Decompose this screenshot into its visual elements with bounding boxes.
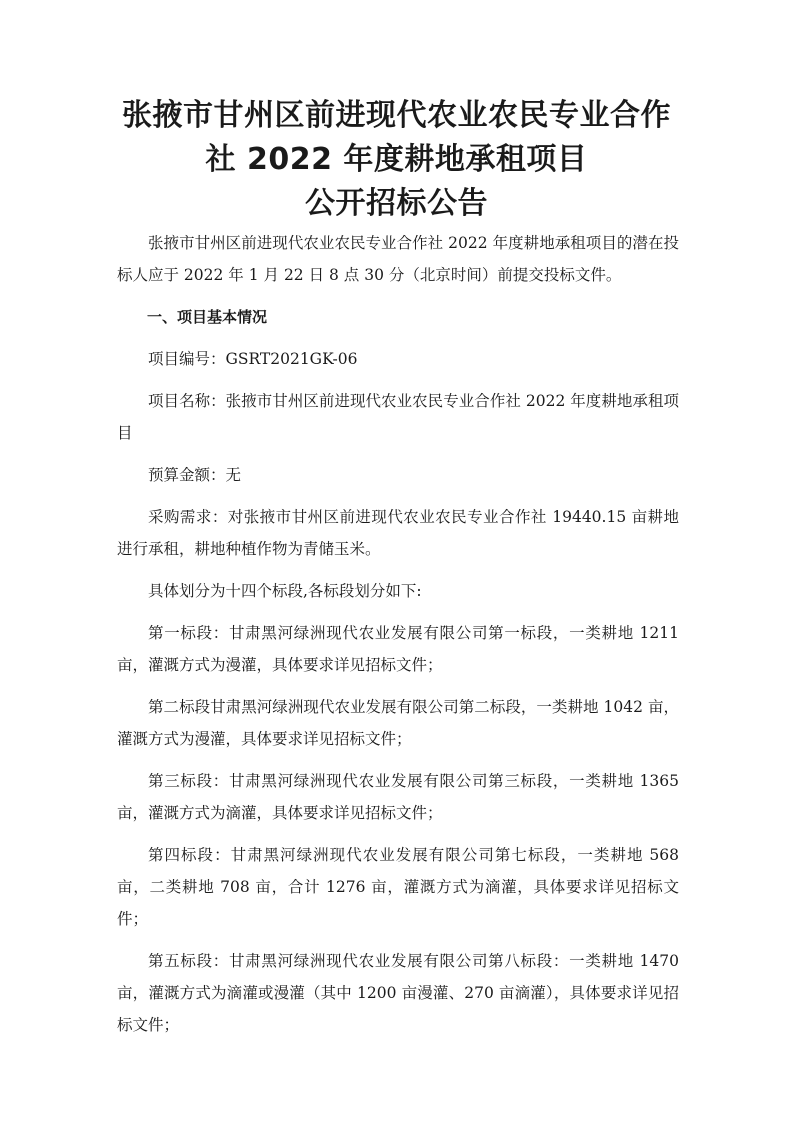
document-title bbox=[110, 94, 683, 226]
project-number: 项目编号：GSRT2021GK-06 bbox=[148, 350, 358, 368]
section-heading: 一、项目基本情况 bbox=[147, 308, 268, 326]
lot-division-intro: 具体划分为十四个标段,各标段划分如下: bbox=[148, 582, 422, 600]
lot-item-4: 第四标段：甘肃黑河绿洲现代农业发展有限公司第七标段，一类耕地 568 亩，二类耕地 708 亩，合计 1276 亩，灌溉方式为滴灌，具体要求详见招标文件； bbox=[117, 846, 679, 928]
title-line-3: 公开招标公告 bbox=[305, 186, 488, 221]
document-body bbox=[117, 227, 679, 1051]
intro-paragraph: 张掖市甘州区前进现代农业农民专业合作社 2022 年度耕地承租项目的潜在投标人应于 2022 年 1 月 22 日 8 点 30 分（北京时间）前提交投标文件。 bbox=[117, 234, 679, 284]
lot-item-5: 第五标段：甘肃黑河绿洲现代农业发展有限公司第八标段：一类耕地 1470 亩，灌溉方式为滴灌或漫灌（其中 1200 亩漫灌、270 亩滴灌），具体要求详见招标文件； bbox=[117, 952, 679, 1034]
project-name: 项目名称：张掖市甘州区前进现代农业农民专业合作社 2022 年度耕地承租项目 bbox=[117, 392, 679, 442]
budget-amount: 预算金额：无 bbox=[148, 466, 242, 484]
title-line-1: 张掖市甘州区前进现代农业农民专业合作 bbox=[122, 98, 671, 133]
lot-item-2: 第二标段甘肃黑河绿洲现代农业发展有限公司第二标段，一类耕地 1042 亩，灌溉方式为漫灌，具体要求详见招标文件； bbox=[117, 698, 679, 748]
title-line-2: 社 2022 年度耕地承租项目 bbox=[205, 142, 588, 177]
lot-item-1: 第一标段：甘肃黑河绿洲现代农业发展有限公司第一标段，一类耕地 1211 亩，灌溉方式为漫灌，具体要求详见招标文件； bbox=[117, 624, 679, 674]
lot-item-3: 第三标段：甘肃黑河绿洲现代农业发展有限公司第三标段，一类耕地 1365 亩，灌溉方式为滴灌，具体要求详见招标文件； bbox=[117, 772, 679, 822]
procurement-demand: 采购需求：对张掖市甘州区前进现代农业农民专业合作社 19440.15 亩耕地进行承租，耕地种植作物为青储玉米。 bbox=[117, 508, 679, 558]
